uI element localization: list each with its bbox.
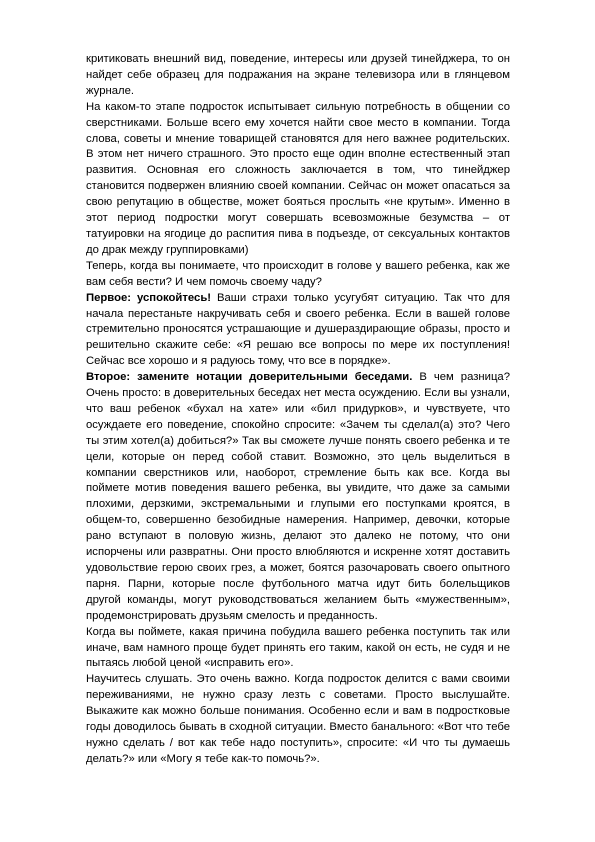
paragraph-7 [86, 672, 510, 767]
paragraph-3-text: Теперь, когда вы понимаете, что происходит в голове у вашего ребенка, как же вам себя вести? И чем помочь своему чаду? [86, 259, 510, 288]
paragraph-5 [86, 370, 510, 625]
paragraph-7-text: Научитесь слушать. Это очень важно. Когда подросток делится с вами своими переживаниями, не нужно сразу лезть с советами. Просто выслушайте. Выкажите как можно больше понимания. Особенно если и вам в подростковые годы доводилось бывать в сходной ситуации. Вместо банального: «Вот что тебе нужно сделать / вот как тебе надо поступить», спросите: «И что ты думаешь делать?» или «Могу я тебе как-то помочь?». [86, 673, 510, 765]
paragraph-3 [86, 259, 510, 291]
paragraph-6 [86, 625, 510, 673]
paragraph-4-heading: Первое: успокойтесь! [86, 291, 212, 304]
paragraph-5-text: В чем разница? Очень просто: в доверительных беседах нет места осуждению. Если вы узнали, что ваш ребенок «бухал на хате» или «бил придурков», и чувствуете, что осуждаете его поведение, спокойно спросите: «Зачем ты сделал(а) это? Чего ты этим хотел(а) добиться?» Так вы сможете лучше понять своего ребенка и те цели, которые он перед собой ставит. Возможно, это цель выделиться в компании сверстников или, наоборот, стремление быть как все. Когда вы поймете мотив поведения вашего ребенка, вы увидите, что даже за самыми плохими, дерзкими, экстремальными и глупыми его поступками кроятся, в общем-то, совершенно безобидные намерения. Например, девочки, которые рано вступают в половую жизнь, делают это далеко не потому, что они испорчены или развратны. Они просто влюбляются и искренне хотят доставить удовольствие герою своих грез, а может, боятся разочаровать своего опытного парня. Парни, которые после футбольного матча идут бить болельщиков другой команды, могут руководствоваться желанием быть «мужественным», продемонстрировать друзьям смелость и преданность. [86, 371, 510, 622]
paragraph-2 [86, 100, 510, 259]
paragraph-4 [86, 291, 510, 371]
document-page [86, 52, 510, 768]
paragraph-5-heading: Второе: замените нотации доверительными беседами. [86, 371, 413, 384]
paragraph-4-text: Ваши страхи только усугубят ситуацию. Так что для начала перестаньте накручивать себя и своего ребенка. Если в вашей голове стремительно проносятся устрашающие и душераздирающие образы, просто и решительно скажите себе: «Я решаю все вопросы по мере их поступления! Сейчас все хорошо и я радуюсь тому, что все в порядке». [86, 291, 510, 368]
paragraph-1-text: критиковать внешний вид, поведение, интересы или друзей тинейджера, то он найдет себе образец для подражания на экране телевизора или в глянцевом журнале. [86, 53, 510, 97]
paragraph-1 [86, 52, 510, 100]
paragraph-6-text: Когда вы поймете, какая причина побудила вашего ребенка поступить так или иначе, вам намного проще будет принять его таким, какой он есть, не судя и не пытаясь любой ценой «исправить его». [86, 625, 510, 670]
paragraph-2-text: На каком-то этапе подросток испытывает сильную потребность в общении со сверстниками. Больше всего ему хочется найти свое место в компании. Тогда слова, советы и мнение товарищей становятся для него важнее родительских. В этом нет ничего страшного. Это просто еще один вполне естественный этап развития. Основная его сложность заключается в том, что тинейджер становится подвержен влиянию своей компании. Сейчас он может опасаться за свою репутацию в обществе, может бояться прослыть «не крутым». Именно в этот период подростки могут совершать всевозможные безумства – от татуировки на ягодице до распития пива в подъезде, от сексуальных контактов до драк между группировками) [86, 100, 510, 256]
